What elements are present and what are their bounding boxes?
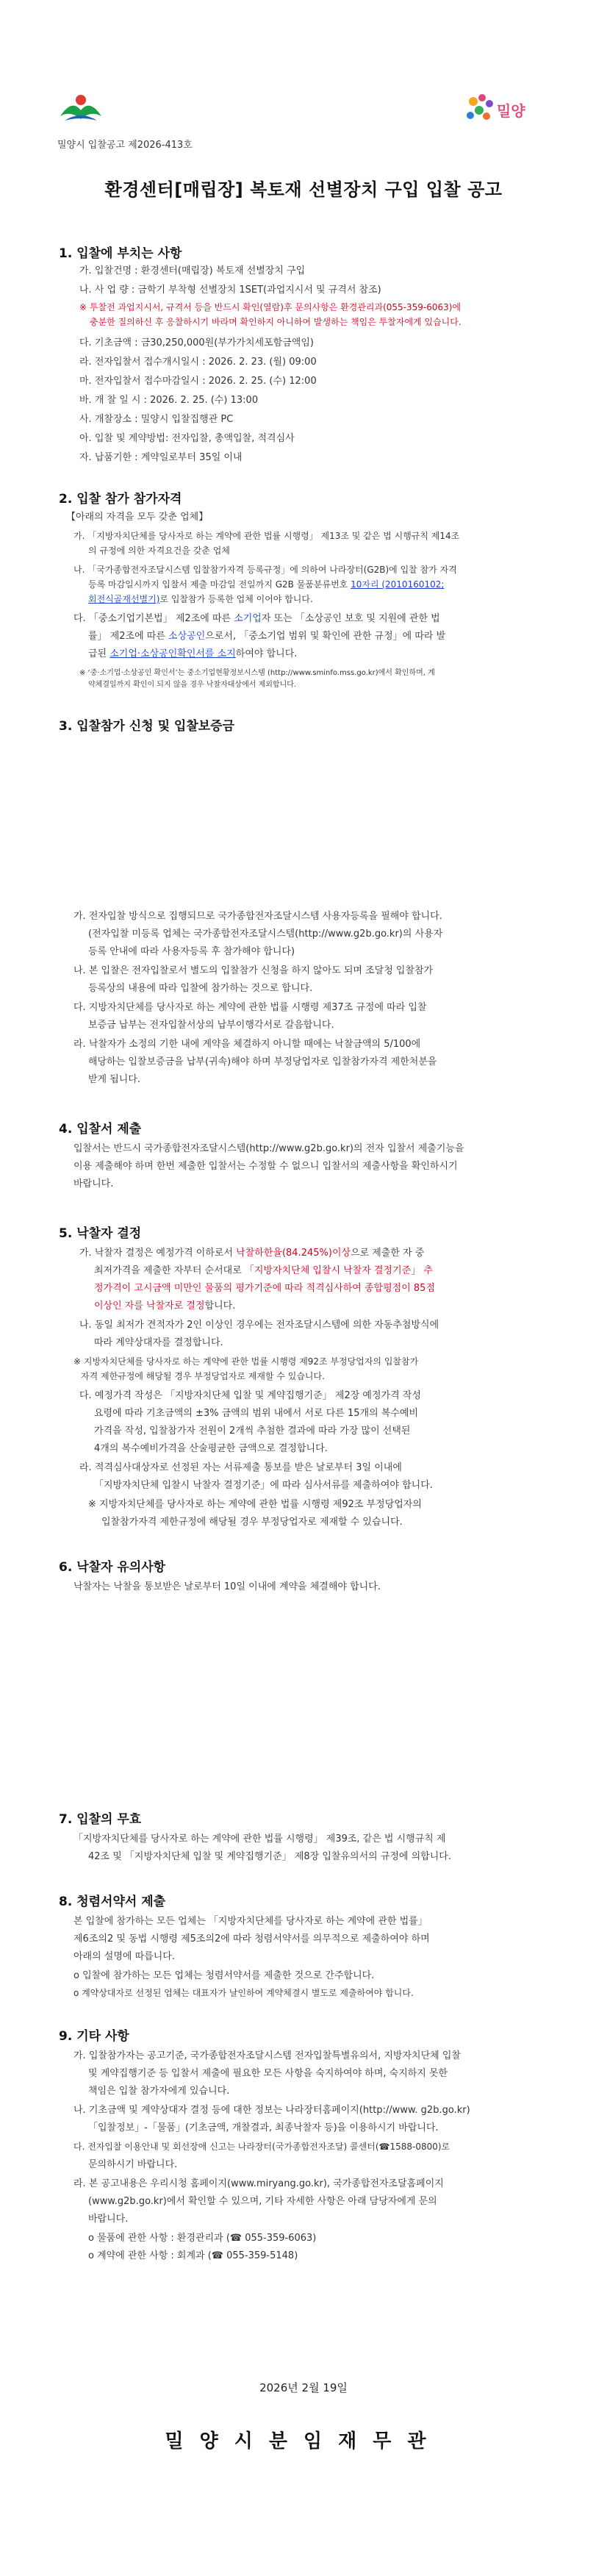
s8-line-2: 제6조의2 및 동법 시행령 제5조의2에 따라 청렴서약서를 의무적으로 제출하여야 하며 <box>73 1933 430 1944</box>
s9-item-d-line-2: (www.g2b.go.kr)에서 확인할 수 있으며, 기타 자세한 사항은 아래 담당자에게 문의 <box>88 2196 437 2207</box>
s3-item-c-line-2: 보증금 납부는 전자입찰서상의 납부이행각서로 갈음합니다. <box>88 1020 334 1031</box>
s2-item-b-line-3: 회전식골재선별기)로 입찰참가 등록한 업체 이어야 합니다. <box>88 594 313 604</box>
notice-date: 2026년 2월 19일 <box>259 2381 348 2394</box>
s2-item-a-line-1: 가. 「지방자치단체를 당사자로 하는 계약에 관한 법률 시행령」 제13조 및 같은 법 시행규칙 제14조 <box>73 531 460 541</box>
s9-item-d-line-3: 바랍니다. <box>88 2214 129 2225</box>
s4-line-1: 입찰서는 반드시 국가종합전자조달시스템(http://www.g2b.go.kr)의 전자 입찰서 제출기능을 <box>73 1143 464 1154</box>
s2-item-a-line-2: 의 규정에 의한 자격요건을 갖춘 업체 <box>88 545 230 556</box>
s4-line-2: 이용 제출해야 하며 한번 제출한 입찰서는 수정할 수 없으니 입찰서의 제출사항을 확인하시기 <box>73 1161 458 1172</box>
s5-note-2-line-1: ※ 지방자치단체를 당사자로 하는 계약에 관한 법률 시행령 제92조 부정당업자의 <box>88 1499 422 1510</box>
issuer-name: 밀양시분임재무관 <box>165 2430 442 2452</box>
s9-contact-contract: o 계약에 관한 사항 : 회계과 (☎ 055-359-5148) <box>88 2250 298 2261</box>
s1-item-i: 자. 납품기한 : 계약일로부터 35일 이내 <box>79 452 243 463</box>
s5-item-c-line-4: 4개의 복수예비가격을 산술평균한 금액으로 결정합니다. <box>94 1443 328 1454</box>
s5-item-a-line-1: 가. 낙찰자 결정은 예정가격 이하로서 낙찰하한율(84.245%)이상으로 제출한 자 중 <box>79 1248 425 1259</box>
s1-item-g: 사. 개찰장소 : 밀양시 입찰집행관 PC <box>79 414 234 425</box>
s1-notice-line-1: ※ 투찰전 과업지시서, 규격서 등을 반드시 확인(열람)후 문의사항은 환경관리과(055-359-6063)에 <box>79 302 461 312</box>
s5-item-a-line-4: 이상인 자를 낙찰자로 결정합니다. <box>94 1300 236 1312</box>
brand-logo-text: 밀양 <box>497 102 525 120</box>
s1-notice-line-2: 충분한 질의하신 후 응찰하시기 바라며 확인하지 아니하여 발생하는 책임은 투찰자에게 있습니다. <box>90 317 461 327</box>
miryang-city-emblem-icon <box>57 88 104 131</box>
s3-item-b-line-2: 등록상의 내용에 따라 입찰에 참가하는 것으로 합니다. <box>88 983 313 994</box>
s9-item-a-line-1: 가. 입찰참가자는 공고기준, 국가종합전자조달시스템 전자입찰특별유의서, 지방자치단체 입찰 <box>73 2050 461 2061</box>
s2-box-label: 【아래의 자격을 모두 갖춘 업체】 <box>66 512 209 523</box>
section-3-heading: 3. 입찰참가 신청 및 입찰보증금 <box>59 719 235 734</box>
s9-item-c-line-1: 다. 전자입찰 이용안내 및 회선장애 신고는 나라장터(국가종합전자조달) 콜센터(☎1588-0800)로 <box>73 2142 450 2152</box>
s3-item-c-line-1: 다. 지방자치단체를 당사자로 하는 계약에 관한 법률 시행령 제37조 규정에 따라 입찰 <box>73 1002 427 1013</box>
s9-item-b-line-2: 「입찰정보」-「물품」(기초금액, 개찰결과, 최종낙찰자 등)을 이용하시기 바랍니다. <box>88 2122 439 2133</box>
section-7-heading: 7. 입찰의 무효 <box>59 1812 142 1827</box>
s3-item-a-line-3: 등록 안내에 따라 사용자등록 후 참가해야 합니다) <box>88 946 295 957</box>
s5-item-a-line-3: 정가격이 고시금액 미만인 물품의 평가기준에 따라 적격심사하여 종합평점이 85점 <box>94 1283 436 1294</box>
page-title: 환경센터[매립장] 복토재 선별장치 구입 입찰 공고 <box>104 179 503 200</box>
s1-item-a: 가. 입찰건명 : 환경센터(매립장) 복토재 선별장치 구입 <box>79 265 306 276</box>
s5-item-d-line-1: 라. 적격심사대상자로 선정된 자는 서류제출 통보를 받은 날로부터 3일 이내에 <box>79 1462 402 1473</box>
s2-item-c-line-2: 률」 제2조에 따른 소상공인으로서, 「중소기업 범위 및 확인에 관한 규정」에 따라 발 <box>88 631 446 642</box>
s3-item-a-line-1: 가. 전자입찰 방식으로 집행되므로 국가종합전자조달시스템 사용자등록을 필해야 합니다. <box>73 911 442 922</box>
s1-item-e: 마. 전자입찰서 접수마감일시 : 2026. 2. 25. (수) 12:00 <box>79 376 317 387</box>
s1-item-h: 아. 입찰 및 계약방법: 전자입찰, 총액입찰, 적격심사 <box>79 433 295 444</box>
s1-item-f: 바. 개 찰 일 시 : 2026. 2. 25. (수) 13:00 <box>79 395 259 406</box>
s8-line-3: 아래의 설명에 따릅니다. <box>73 1951 175 1962</box>
s1-item-d: 라. 전자입찰서 접수개시일시 : 2026. 2. 23. (월) 09:00 <box>79 357 317 368</box>
s8-bullet-2: o 계약상대자로 선정된 업체는 대표자가 날인하여 계약체결시 별도로 제출하여야 합니다. <box>73 1988 414 1998</box>
s6-line-1: 낙찰자는 낙찰을 통보받은 날로부터 10일 이내에 계약을 체결해야 합니다. <box>73 1581 381 1592</box>
section-8-heading: 8. 청렴서약서 제출 <box>59 1895 166 1909</box>
s5-note-1-line-2: 자격 제한규정에 해당될 경우 부정당업자로 제재할 수 있습니다. <box>81 1371 325 1381</box>
section-6-heading: 6. 낙찰자 유의사항 <box>59 1560 166 1575</box>
s2-item-c-line-3: 급된 소기업·소상공인확인서를 소지하여야 합니다. <box>88 648 298 659</box>
s9-contact-goods: o 물품에 관한 사항 : 환경관리과 (☎ 055-359-6063) <box>88 2233 317 2244</box>
s2-note-line-1: ※ ‘중·소기업·소상공인 확인서’는 중소기업현황정보시스템 (http://www.sminfo.mss.go.kr)에서 확인하며, 계 <box>79 669 435 677</box>
s2-note-line-2: 약체결일까지 확인이 되지 않을 경우 낙찰자대상에서 제외합니다. <box>88 681 297 689</box>
section-1-heading: 1. 입찰에 부치는 사항 <box>59 246 182 261</box>
s3-item-a-line-2: (전자입찰 미등록 업체는 국가종합전자조달시스템(http://www.g2b.go.kr)의 사용자 <box>88 929 443 940</box>
s7-line-2: 42조 및 「지방자치단체 입찰 및 계약집행기준」 제8장 입찰유의서의 규정에 의합니다. <box>88 1851 451 1862</box>
s5-item-c-line-2: 요령에 따라 기초금액의 ±3% 금액의 범위 내에서 서로 다른 15개의 복수예비 <box>94 1408 419 1419</box>
s9-item-a-line-3: 책임은 입찰 참가자에게 있습니다. <box>88 2086 230 2097</box>
s2-item-b-line-1: 나. 「국가종합전자조달시스템 입찰참가자격 등록규정」에 의하여 나라장터(G2B)에 입찰 참가 자격 <box>73 565 457 575</box>
s5-item-d-line-2: 「지방자치단체 입찰시 낙찰자 결정기준」에 따라 심사서류를 제출하여야 합니다. <box>94 1480 433 1491</box>
miryang-brand-logo <box>463 91 545 126</box>
s3-item-d-line-3: 받게 됩니다. <box>88 1074 141 1085</box>
s5-note-1-line-1: ※ 지방자치단체를 당사자로 하는 계약에 관한 법률 시행령 제92조 부정당업자의 입찰참가 <box>73 1356 419 1367</box>
s8-line-1: 본 입찰에 참가하는 모든 업체는 「지방자치단체를 당사자로 하는 계약에 관한 법률」 <box>73 1916 428 1927</box>
s3-item-d-line-1: 라. 낙찰자가 소정의 기한 내에 계약을 체결하지 아니할 때에는 낙찰금액의 5/100에 <box>73 1039 421 1050</box>
section-9-heading: 9. 기타 사항 <box>59 2029 129 2044</box>
s5-item-a-line-2: 최저가격을 제출한 자부터 순서대로 「지방자치단체 입찰시 낙찰자 결정기준」 추 <box>94 1265 433 1276</box>
section-4-heading: 4. 입찰서 제출 <box>59 1122 142 1137</box>
s2-item-c-line-1: 다. 「중소기업기본법」 제2조에 따른 소기업자 또는 「소상공인 보호 및 지원에 관한 법 <box>73 613 440 624</box>
s2-certificate-requirement: 소기업·소상공인확인서를 소지 <box>109 648 236 659</box>
s2-classification-code: 10자리 (2010160102; <box>351 579 445 590</box>
s5-item-c-line-1: 다. 예정가격 작성은 「지방자치단체 입찰 및 계약집행기준」 제2장 예정가격 작성 <box>79 1390 421 1401</box>
s9-item-c-line-2: 문의하시기 바랍니다. <box>88 2159 178 2170</box>
s2-item-b-line-2: 등록 마감일시까지 입찰서 제출 마감일 전일까지 G2B 물품분류번호 10자리 (2010160102; <box>88 579 445 590</box>
s5-item-b-line-1: 나. 동일 최저가 견적자가 2인 이상인 경우에는 전자조달시스템에 의한 자동추첨방식에 <box>79 1320 439 1331</box>
notice-number: 밀양시 입찰공고 제2026-413호 <box>57 140 193 151</box>
s1-item-c: 다. 기초금액 : 금30,250,000원(부가가치세포함금액임) <box>79 337 314 348</box>
s1-item-b: 나. 사 업 량 : 금학기 부착형 선별장치 1SET(과업지시서 및 규격서 참조) <box>79 285 381 296</box>
section-5-heading: 5. 낙찰자 결정 <box>59 1226 142 1241</box>
s9-item-d-line-1: 라. 본 공고내용은 우리시청 홈페이지(www.miryang.go.kr), 국가종합전자조달홈페이지 <box>73 2178 444 2189</box>
s4-line-3: 바랍니다. <box>73 1178 114 1189</box>
section-2-heading: 2. 입찰 참가 참가자격 <box>59 492 182 507</box>
s5-note-2-line-2: 입찰참가자격 제한규정에 해당될 경우 부정당업자로 제재할 수 있습니다. <box>101 1517 403 1528</box>
s9-item-a-line-2: 및 계약집행기준 등 입찰서 제출에 필요한 모든 사항을 숙지하여야 하며, 숙지하지 못한 <box>88 2068 448 2079</box>
s3-item-b-line-1: 나. 본 입찰은 전자입찰로서 별도의 입찰참가 신청을 하지 않아도 되며 조달청 입찰참가 <box>73 965 434 976</box>
s9-item-b-line-1: 나. 기초금액 및 계약상대자 결정 등에 대한 정보는 나라장터홈페이지(http://www. g2b.go.kr) <box>73 2105 470 2116</box>
s8-bullet-1: o 입찰에 참가하는 모든 업체는 청렴서약서를 제출한 것으로 간주합니다. <box>73 1970 375 1981</box>
s5-lower-limit-rate: 낙찰하한율(84.245%)이상 <box>236 1248 351 1259</box>
s5-item-b-line-2: 따라 계약상대자를 결정합니다. <box>94 1337 223 1348</box>
s5-item-c-line-3: 가격을 작성, 입찰참가자 전원이 2개씩 추첨한 결과에 따라 가장 많이 선택된 <box>94 1425 411 1437</box>
s3-item-d-line-2: 해당하는 입찰보증금을 납부(귀속)해야 하며 부정당업자로 입찰참가자격 제한처분을 <box>88 1056 437 1067</box>
s7-line-1: 「지방자치단체를 당사자로 하는 계약에 관한 법률 시행령」 제39조, 같은 법 시행규칙 제 <box>73 1833 446 1845</box>
s2-classification-name: 회전식골재선별기) <box>88 594 160 604</box>
